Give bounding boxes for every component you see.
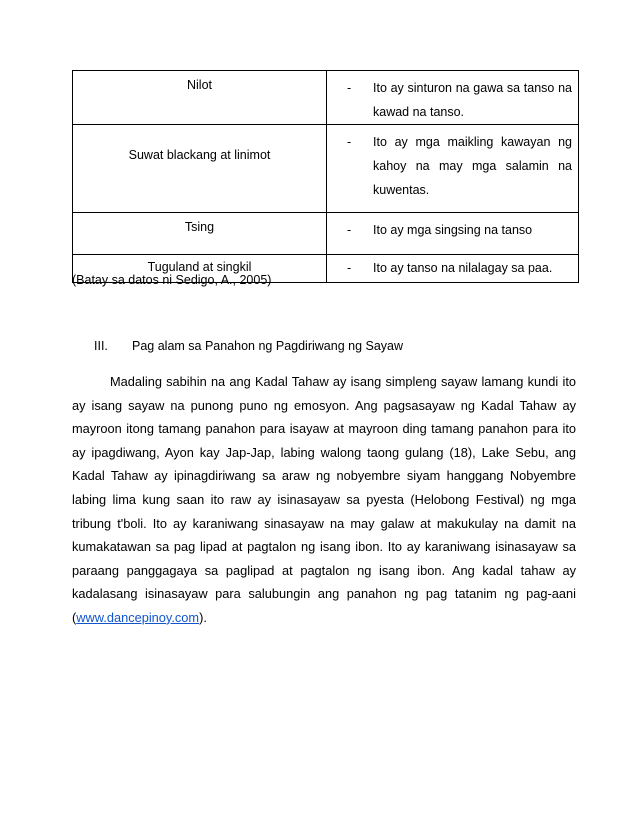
- source-note: (Batay sa datos ni Sedigo, A., 2005): [72, 273, 272, 287]
- item-description: Ito ay sinturon na gawa sa tanso na kawad na tanso.: [373, 81, 572, 119]
- section-title: Pag alam sa Panahon ng Pagdiriwang ng Sayaw: [132, 339, 404, 353]
- items-table: [72, 70, 579, 283]
- source-link[interactable]: www.dancepinoy.com: [76, 609, 200, 625]
- item-description: Ito ay tanso na nilalagay sa paa.: [373, 261, 553, 275]
- paragraph-text: Madaling sabihin na ang Kadal Tahaw ay isang simpleng sayaw lamang kundi ito ay isang sayaw na punong puno ng emosyon. Ang pagsasayaw ng Kadal Tahaw ay mayroon itong tamang panahon para isayaw at mayroon ding tamang panahon para ito ay ipagdiwang, Ayon kay Jap-Jap, labing walong taong gulang (18), Lake Sebu, ang Kadal Tahaw ay ipinagdiriwang sa araw ng nobyembre siyam hanggang Nobyembre labing lima kung saan ito raw ay isinasayaw sa pyesta (Helobong Festival) ng mga tribung t'boli. Ito ay karaniwang sinasayaw na may galaw at makukulay na damit na kumakatawan sa pag lipad at pagtalon ng isang ibon. Ito ay karaniwang isinasayaw sa paraang panggagaya sa paglipad at pagtalon ng isang ibon. Ang kadal tahaw ay kadalasang isinasayaw para salubungin ang panahon ng pag tatanim ng pag-aani: [72, 374, 576, 602]
- table-row: [73, 125, 579, 213]
- item-name-cell: [73, 125, 327, 213]
- dash: -: [347, 261, 352, 275]
- item-description-cell: [327, 125, 579, 213]
- body-paragraph: [72, 370, 576, 630]
- closing-punctuation: ).: [199, 609, 207, 625]
- dash: -: [347, 81, 352, 95]
- item-description-cell: [327, 71, 579, 125]
- dash: -: [347, 223, 352, 237]
- item-name: Nilot: [186, 78, 212, 92]
- section-number: III.: [94, 339, 108, 353]
- item-description-cell: [327, 255, 579, 283]
- dash: -: [347, 135, 352, 149]
- item-name-cell: [73, 71, 327, 125]
- open-paren: (: [72, 609, 77, 625]
- item-description-cell: [327, 213, 579, 255]
- section-heading: [94, 339, 403, 353]
- table-row: [73, 213, 579, 255]
- item-name: Tuguland at singkil: [147, 260, 252, 274]
- item-description: Ito ay mga singsing na tanso: [373, 223, 533, 237]
- table-row: [73, 71, 579, 125]
- item-name: Tsing: [184, 220, 215, 234]
- item-name: Suwat blackang at linimot: [128, 148, 271, 162]
- item-description: Ito ay mga maikling kawayan ng kahoy na may mga salamin na kuwentas.: [373, 135, 572, 197]
- item-name-cell: [73, 213, 327, 255]
